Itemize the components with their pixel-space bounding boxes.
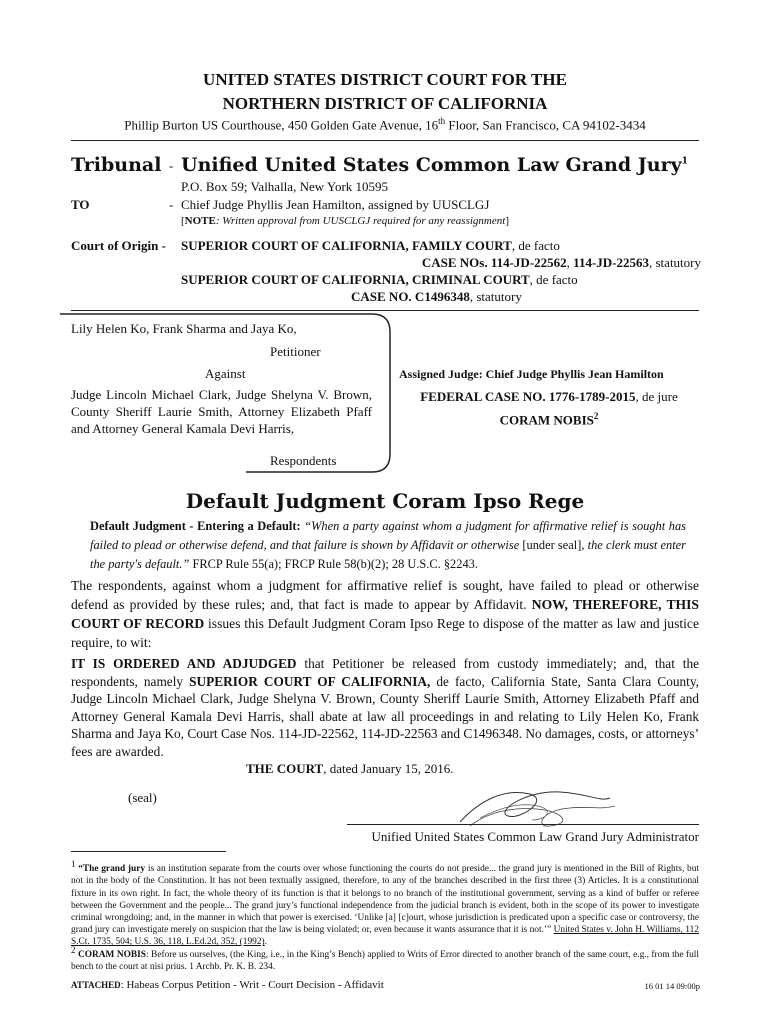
- court-address: Phillip Burton US Courthouse, 450 Golden Gate Avenue, 16th Floor, San Francisco, CA 94102-3434: [124, 116, 646, 133]
- court-name-line-1: UNITED STATES DISTRICT COURT FOR THE: [203, 70, 567, 89]
- rule-quote: Default Judgment - Entering a Default: “When a party against whom a judgment for affirmative relief is sought has failed to plead or otherwise defend, and that failure is shown by Affidavit or otherwise [under seal], the clerk must enter the party's default.” FRCP Rule 55(a); FRCP Rule 58(b)(2); 28 U.S.C. §2243.: [90, 519, 686, 571]
- footnote-1: $^1$ “The grand jury is an institution separate from the courts over whose functioning the courts do not preside... the grand jury is mentioned in the Bill of Rights, but not in the body of the Constitution. It has not been textually assigned, therefore, to any of the branches described in the first three (3) Articles. It is a constitutional fixture in its own right. In fact, the whole theory of its function is that it belongs to no branch of the institutional government, serving as a kind of buffer or referee between the Government and the people... The grand jury’s functional independence from the judicial branch is evident, both in the scope of its power to investigate criminal wrongdoing; and, in the manner in which that power is exercised. ‘Unlike [a] [c]ourt, whose jurisdiction is predicated upon a specific case or controversy, the grand jury can investigate merely on suspicion that the law is being violated; or, even because it wants assurance that it is not.’” United States v. John H. Williams, 112 S.Ct. 1735, 504; U.S. 36, 118, L.Ed.2d, 352, (1992).: [71, 859, 699, 948]
- tribunal-label: Tribunal: [71, 154, 162, 176]
- respondents-label: Respondents: [270, 453, 337, 468]
- paragraph-ordered-adjudged: IT IS ORDERED AND ADJUDGED that Petitioner be released from custody immediately; and, that the respondents, namely SUPERIOR COURT OF CALIFORNIA, de facto, California State, Santa Clara County, Judge Lincoln Michael Clark, Judge Shelyna V. Brown, County Sheriff Laurie Smith, Attorney Elizabeth Pfaff and Attorney General Kamala Devi Harris, shall abate at law all proceedings in and relating to Lily Helen Ko, Frank Sharma and Jaya Ko, Court Case Nos. 114-JD-22562, 114-JD-22563 and C1496348. No damages, costs, or attorneys’ fees are awarded.: [71, 656, 700, 759]
- origin-rule: [71, 310, 699, 311]
- seal-label: (seal): [128, 790, 157, 805]
- origin-case-1: CASE NOs. 114-JD-22562, 114-JD-22563, statutory: [421, 255, 701, 270]
- footnote-rule: [71, 851, 226, 852]
- attached-list: ATTACHED: Habeas Corpus Petition - Writ - Court Decision - Affidavit: [71, 979, 384, 991]
- tribunal-dash: -: [169, 158, 174, 173]
- origin-case-2: CASE NO. C1496348, statutory: [351, 289, 522, 304]
- tribunal-name: Unified United States Common Law Grand Jury$^1$: [181, 154, 688, 176]
- court-name-line-2: NORTHERN DISTRICT OF CALIFORNIA: [222, 94, 548, 113]
- reassignment-note: [NOTE: Written approval from UUSCLGJ required for any reassignment]: [181, 215, 509, 227]
- petitioners: Lily Helen Ko, Frank Sharma and Jaya Ko,: [71, 321, 297, 336]
- petitioner-label: Petitioner: [270, 344, 321, 359]
- origin-court-2: SUPERIOR COURT OF CALIFORNIA, CRIMINAL COURT, de facto: [181, 272, 578, 287]
- footnote-2: $^2$ CORAM NOBIS: Before us ourselves, (the King, i.e., in the King’s Bench) applied to Writs of Error directed to another branch of the same court, e.g., from the full bench to the court at nisi prius. 1 Archb. Pr. K. B. 234.: [71, 945, 699, 973]
- tribunal-address: P.O. Box 59; Valhalla, New York 10595: [181, 179, 389, 194]
- coram-nobis: CORAM NOBIS$^2$: [499, 411, 599, 428]
- to-dash: -: [169, 197, 174, 212]
- to-value: Chief Judge Phyllis Jean Hamilton, assigned by UUSCLGJ: [181, 197, 490, 212]
- federal-case: FEDERAL CASE NO. 1776-1789-2015, de jure: [420, 389, 678, 404]
- respondents: Judge Lincoln Michael Clark, Judge Shelyna V. Brown, County Sheriff Laurie Smith, Attorney Elizabeth Pfaff and Attorney General Kamala Devi Harris,: [71, 387, 372, 436]
- origin-court-1: SUPERIOR COURT OF CALIFORNIA, FAMILY COURT, de facto: [181, 238, 560, 253]
- against-label: Against: [205, 366, 246, 381]
- page-stamp: 16 01 14 09:00p: [644, 981, 700, 991]
- signature-title: Unified United States Common Law Grand Jury Administrator: [371, 829, 699, 844]
- origin-label: Court of Origin -: [71, 238, 166, 253]
- header-rule: [71, 140, 699, 141]
- footnote-ref-2: 2: [593, 411, 599, 421]
- footnote-ref-1: 1: [681, 156, 688, 167]
- assigned-judge: Assigned Judge: Chief Judge Phyllis Jean Hamilton: [399, 367, 664, 381]
- paragraph-respondents-failed: The respondents, against whom a judgment for affirmative relief is sought, have failed to plead or otherwise defend as provided by these rules; and, that fact is made to appear by Affidavit. NOW, THEREFORE, THIS COURT OF RECORD issues this Default Judgment Coram Ipso Rege to dispose of the matter as law and justice require, to wit:: [71, 578, 699, 650]
- document-title: Default Judgment Coram Ipso Rege: [185, 489, 585, 513]
- signature-rule: [347, 824, 699, 825]
- court-dated: THE COURT, dated January 15, 2016.: [246, 761, 454, 776]
- to-label: TO: [71, 197, 90, 212]
